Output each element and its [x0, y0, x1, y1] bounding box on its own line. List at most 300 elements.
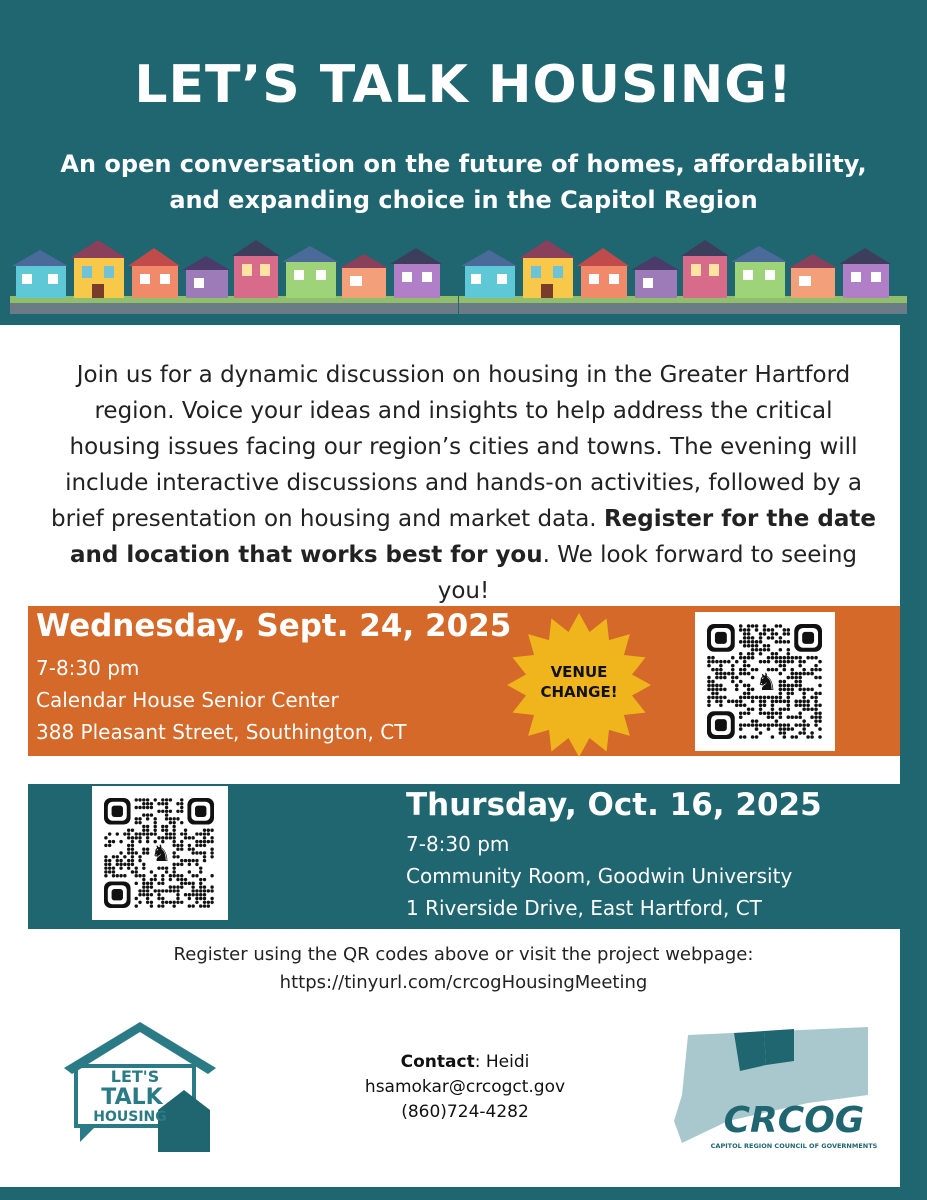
qr-dot — [715, 700, 719, 704]
qr-dot — [763, 648, 767, 652]
qr-dot — [775, 723, 779, 727]
event1-time: 7-8:30 pm — [36, 656, 140, 680]
qr-dot — [790, 660, 794, 664]
qr-dot — [810, 707, 814, 711]
qr-dot — [771, 636, 775, 640]
qr-dot — [731, 672, 735, 676]
event1-address: 388 Pleasant Street, Southington, CT — [36, 720, 407, 744]
qr-dot — [165, 829, 168, 832]
qr-dot — [747, 692, 751, 696]
qr-dot — [116, 863, 119, 866]
qr-dot — [798, 711, 802, 715]
page-title: LET’S TALK HOUSING! — [134, 55, 793, 115]
qr-dot — [142, 848, 145, 851]
event2-date: Thursday, Oct. 16, 2025 — [406, 787, 822, 823]
qr-dot — [743, 696, 747, 700]
qr-code-event2[interactable] — [92, 786, 228, 920]
qr-dot — [203, 829, 206, 832]
qr-dot — [146, 832, 149, 835]
qr-dot — [138, 798, 141, 801]
qr-dot — [154, 825, 157, 828]
qr-dot — [763, 624, 767, 628]
logo-right-tagline: CAPITOL REGION COUNCIL OF GOVERNMENTS — [710, 1142, 878, 1150]
qr-dot — [154, 889, 157, 892]
qr-dot — [142, 893, 145, 896]
qr-dot — [191, 893, 194, 896]
qr-dot — [747, 624, 751, 628]
qr-dot — [165, 798, 168, 801]
qr-dot — [806, 700, 810, 704]
qr-dot — [195, 863, 198, 866]
qr-dot — [210, 897, 213, 900]
qr-dot — [135, 836, 138, 839]
qr-dot — [787, 656, 791, 660]
qr-dot — [707, 676, 711, 680]
qr-dot — [199, 840, 202, 843]
qr-dot — [195, 893, 198, 896]
qr-dot — [779, 684, 783, 688]
qr-dot — [759, 696, 763, 700]
qr-dot — [119, 840, 122, 843]
qr-dot — [150, 878, 153, 881]
qr-dot — [767, 636, 771, 640]
qr-dot — [127, 859, 130, 862]
qr-dot — [165, 813, 168, 816]
qr-dot — [169, 889, 172, 892]
qr-dot — [135, 851, 138, 854]
qr-dot — [195, 874, 198, 877]
qr-dot — [779, 707, 783, 711]
qr-dot — [798, 664, 802, 668]
qr-dot — [191, 882, 194, 885]
qr-pattern — [695, 612, 835, 751]
qr-dot — [150, 882, 153, 885]
qr-dot — [711, 680, 715, 684]
dino-icon: ♞ — [755, 667, 778, 696]
qr-dot — [818, 692, 822, 696]
qr-dot — [203, 901, 206, 904]
qr-dot — [191, 836, 194, 839]
qr-dot — [790, 672, 794, 676]
qr-dot — [715, 660, 719, 664]
qr-dot — [165, 901, 168, 904]
register-url[interactable]: https://tinyurl.com/crcogHousingMeeting — [279, 972, 648, 993]
qr-dot — [723, 696, 727, 700]
qr-dot — [763, 704, 767, 708]
qr-dot — [210, 840, 213, 843]
qr-dot — [802, 719, 806, 723]
qr-dot — [199, 885, 202, 888]
qr-dot — [763, 628, 767, 632]
qr-dot — [188, 897, 191, 900]
contact-email[interactable]: hsamokar@crcogct.gov — [364, 1077, 566, 1097]
qr-dot — [790, 688, 794, 692]
qr-dot — [751, 719, 755, 723]
qr-dot — [747, 696, 751, 700]
qr-dot — [195, 832, 198, 835]
qr-dot — [188, 882, 191, 885]
qr-dot — [154, 878, 157, 881]
qr-dot — [169, 810, 172, 813]
qr-dot — [146, 897, 149, 900]
qr-dot — [131, 848, 134, 851]
qr-dot — [747, 688, 751, 692]
qr-dot — [161, 829, 164, 832]
qr-dot — [104, 836, 107, 839]
qr-dot — [783, 684, 787, 688]
qr-dot — [191, 885, 194, 888]
qr-dot — [779, 636, 783, 640]
qr-dot — [161, 882, 164, 885]
qr-dot — [108, 832, 111, 835]
qr-dot — [763, 644, 767, 648]
qr-dot — [731, 664, 735, 668]
qr-dot — [165, 817, 168, 820]
qr-dot — [172, 885, 175, 888]
qr-dot — [743, 628, 747, 632]
qr-dot — [763, 723, 767, 727]
qr-dot — [142, 813, 145, 816]
qr-dot — [783, 731, 787, 735]
qr-dot — [779, 672, 783, 676]
qr-dot — [207, 889, 210, 892]
qr-dot — [180, 844, 183, 847]
qr-dot — [767, 660, 771, 664]
qr-code-event1[interactable] — [695, 612, 835, 751]
qr-dot — [142, 829, 145, 832]
qr-dot — [779, 664, 783, 668]
qr-dot — [180, 848, 183, 851]
qr-dot — [135, 882, 138, 885]
qr-dot — [154, 817, 157, 820]
qr-dot — [763, 660, 767, 664]
qr-dot — [161, 798, 164, 801]
qr-dot — [802, 700, 806, 704]
qr-dot — [195, 840, 198, 843]
qr-dot — [731, 668, 735, 672]
qr-dot — [131, 859, 134, 862]
qr-dot — [739, 715, 743, 719]
qr-dot — [176, 901, 179, 904]
qr-dot — [783, 664, 787, 668]
qr-dot — [184, 878, 187, 881]
qr-dot — [165, 802, 168, 805]
qr-dot — [814, 676, 818, 680]
qr-dot — [104, 855, 107, 858]
qr-dot — [188, 859, 191, 862]
qr-dot — [203, 844, 206, 847]
qr-dot — [735, 684, 739, 688]
qr-dot — [707, 680, 711, 684]
qr-dot — [751, 648, 755, 652]
qr-dot — [157, 810, 160, 813]
qr-dot — [719, 672, 723, 676]
qr-dot — [731, 700, 735, 704]
register-text: Register using the QR codes above or visit the project webpage: — [173, 944, 754, 965]
qr-dot — [814, 668, 818, 672]
qr-dot — [157, 904, 160, 907]
qr-dot — [116, 832, 119, 835]
qr-dot — [783, 680, 787, 684]
qr-dot — [767, 644, 771, 648]
event2-venue: Community Room, Goodwin University — [406, 864, 793, 888]
qr-dot — [150, 901, 153, 904]
qr-dot — [199, 878, 202, 881]
qr-dot — [169, 901, 172, 904]
qr-dot — [135, 821, 138, 824]
qr-dot — [203, 851, 206, 854]
qr-dot — [787, 676, 791, 680]
qr-finder — [802, 632, 814, 644]
qr-dot — [707, 704, 711, 708]
qr-dot — [790, 715, 794, 719]
qr-dot — [743, 664, 747, 668]
qr-dot — [814, 719, 818, 723]
qr-dot — [188, 863, 191, 866]
qr-dot — [142, 878, 145, 881]
qr-dot — [131, 829, 134, 832]
qr-dot — [176, 802, 179, 805]
qr-dot — [146, 851, 149, 854]
qr-dot — [775, 640, 779, 644]
qr-dot — [172, 829, 175, 832]
qr-dot — [818, 660, 822, 664]
qr-dot — [142, 851, 145, 854]
qr-dot — [150, 893, 153, 896]
qr-dot — [783, 688, 787, 692]
qr-dot — [169, 885, 172, 888]
qr-dot — [739, 704, 743, 708]
qr-dot — [751, 700, 755, 704]
qr-dot — [739, 640, 743, 644]
qr-dot — [787, 660, 791, 664]
qr-dot — [771, 628, 775, 632]
qr-dot — [191, 874, 194, 877]
qr-dot — [210, 848, 213, 851]
qr-dot — [161, 901, 164, 904]
qr-dot — [169, 821, 172, 824]
qr-dot — [767, 696, 771, 700]
qr-dot — [108, 863, 111, 866]
qr-dot — [743, 711, 747, 715]
qr-dot — [161, 889, 164, 892]
qr-dot — [199, 832, 202, 835]
qr-dot — [779, 711, 783, 715]
qr-dot — [119, 863, 122, 866]
qr-dot — [747, 632, 751, 636]
qr-dot — [735, 676, 739, 680]
qr-dot — [715, 684, 719, 688]
qr-dot — [161, 836, 164, 839]
qr-dot — [798, 676, 802, 680]
qr-dot — [172, 851, 175, 854]
qr-dot — [794, 704, 798, 708]
qr-dot — [802, 727, 806, 731]
qr-dot — [157, 893, 160, 896]
qr-dot — [771, 652, 775, 656]
qr-dot — [759, 711, 763, 715]
qr-dot — [755, 723, 759, 727]
qr-dot — [210, 855, 213, 858]
qr-dot — [203, 897, 206, 900]
qr-dot — [790, 656, 794, 660]
qr-dot — [783, 668, 787, 672]
qr-dot — [146, 885, 149, 888]
qr-dot — [176, 897, 179, 900]
qr-dot — [146, 798, 149, 801]
qr-dot — [123, 832, 126, 835]
qr-dot — [747, 711, 751, 715]
qr-dot — [779, 680, 783, 684]
qr-dot — [739, 727, 743, 731]
qr-dot — [794, 656, 798, 660]
qr-dot — [131, 851, 134, 854]
qr-dot — [719, 668, 723, 672]
qr-dot — [763, 700, 767, 704]
qr-dot — [195, 859, 198, 862]
subtitle: An open conversation on the future of homes, affordability, and expanding choice in the Capitol Region — [60, 150, 867, 214]
qr-dot — [127, 829, 130, 832]
qr-dot — [116, 859, 119, 862]
qr-dot — [779, 715, 783, 719]
qr-dot — [818, 668, 822, 672]
houses-illustration — [10, 236, 907, 314]
qr-dot — [806, 723, 810, 727]
qr-dot — [771, 707, 775, 711]
qr-dot — [747, 723, 751, 727]
qr-dot — [191, 904, 194, 907]
qr-dot — [759, 632, 763, 636]
qr-dot — [802, 704, 806, 708]
qr-dot — [779, 624, 783, 628]
qr-dot — [755, 640, 759, 644]
qr-dot — [176, 817, 179, 820]
qr-dot — [771, 723, 775, 727]
qr-dot — [755, 696, 759, 700]
qr-dot — [719, 664, 723, 668]
qr-dot — [787, 632, 791, 636]
qr-dot — [142, 863, 145, 866]
qr-dot — [203, 840, 206, 843]
qr-dot — [131, 836, 134, 839]
qr-dot — [210, 851, 213, 854]
qr-dot — [743, 644, 747, 648]
qr-dot — [775, 696, 779, 700]
qr-dot — [138, 859, 141, 862]
qr-dot — [104, 844, 107, 847]
qr-dot — [176, 889, 179, 892]
qr-dot — [138, 893, 141, 896]
qr-dot — [180, 806, 183, 809]
qr-dot — [176, 885, 179, 888]
qr-dot — [172, 870, 175, 873]
qr-dot — [188, 836, 191, 839]
qr-dot — [787, 704, 791, 708]
qr-dot — [814, 707, 818, 711]
qr-dot — [747, 707, 751, 711]
qr-dot — [755, 644, 759, 648]
qr-dot — [810, 696, 814, 700]
qr-dot — [154, 798, 157, 801]
qr-dot — [779, 696, 783, 700]
qr-dot — [108, 870, 111, 873]
qr-dot — [711, 668, 715, 672]
qr-dot — [169, 798, 172, 801]
qr-dot — [727, 660, 731, 664]
qr-dot — [814, 692, 818, 696]
qr-dot — [802, 707, 806, 711]
logo-left-line3: HOUSING — [93, 1109, 167, 1125]
qr-dot — [146, 813, 149, 816]
qr-dot — [104, 866, 107, 869]
qr-dot — [165, 825, 168, 828]
qr-dot — [767, 715, 771, 719]
qr-dot — [719, 688, 723, 692]
qr-dot — [783, 723, 787, 727]
qr-dot — [142, 874, 145, 877]
qr-dot — [743, 672, 747, 676]
qr-dot — [199, 893, 202, 896]
qr-dot — [135, 866, 138, 869]
qr-dot — [751, 668, 755, 672]
qr-dot — [735, 688, 739, 692]
qr-dot — [767, 723, 771, 727]
qr-dot — [165, 889, 168, 892]
qr-dot — [150, 870, 153, 873]
venue-change-badge — [505, 611, 653, 759]
qr-dot — [146, 889, 149, 892]
qr-dot — [157, 897, 160, 900]
qr-dot — [810, 731, 814, 735]
qr-dot — [104, 859, 107, 862]
qr-dot — [814, 711, 818, 715]
qr-dot — [775, 652, 779, 656]
qr-dot — [123, 855, 126, 858]
qr-dot — [794, 735, 798, 739]
qr-dot — [814, 664, 818, 668]
qr-dot — [739, 624, 743, 628]
qr-dot — [798, 688, 802, 692]
qr-dot — [112, 870, 115, 873]
qr-dot — [747, 652, 751, 656]
qr-dot — [794, 723, 798, 727]
qr-dot — [199, 889, 202, 892]
qr-dot — [759, 700, 763, 704]
qr-dot — [739, 711, 743, 715]
qr-dot — [743, 640, 747, 644]
qr-dot — [138, 821, 141, 824]
qr-dot — [210, 901, 213, 904]
qr-dot — [759, 652, 763, 656]
qr-dot — [810, 688, 814, 692]
qr-dot — [154, 874, 157, 877]
qr-dot — [759, 640, 763, 644]
qr-dot — [751, 676, 755, 680]
qr-dot — [763, 696, 767, 700]
qr-dot — [806, 656, 810, 660]
qr-dot — [104, 874, 107, 877]
qr-dot — [154, 821, 157, 824]
qr-dot — [161, 825, 164, 828]
qr-dot — [806, 707, 810, 711]
qr-dot — [199, 844, 202, 847]
qr-dot — [108, 844, 111, 847]
qr-dot — [169, 832, 172, 835]
qr-dot — [743, 660, 747, 664]
qr-dot — [203, 893, 206, 896]
qr-dot — [790, 668, 794, 672]
qr-dot — [818, 676, 822, 680]
